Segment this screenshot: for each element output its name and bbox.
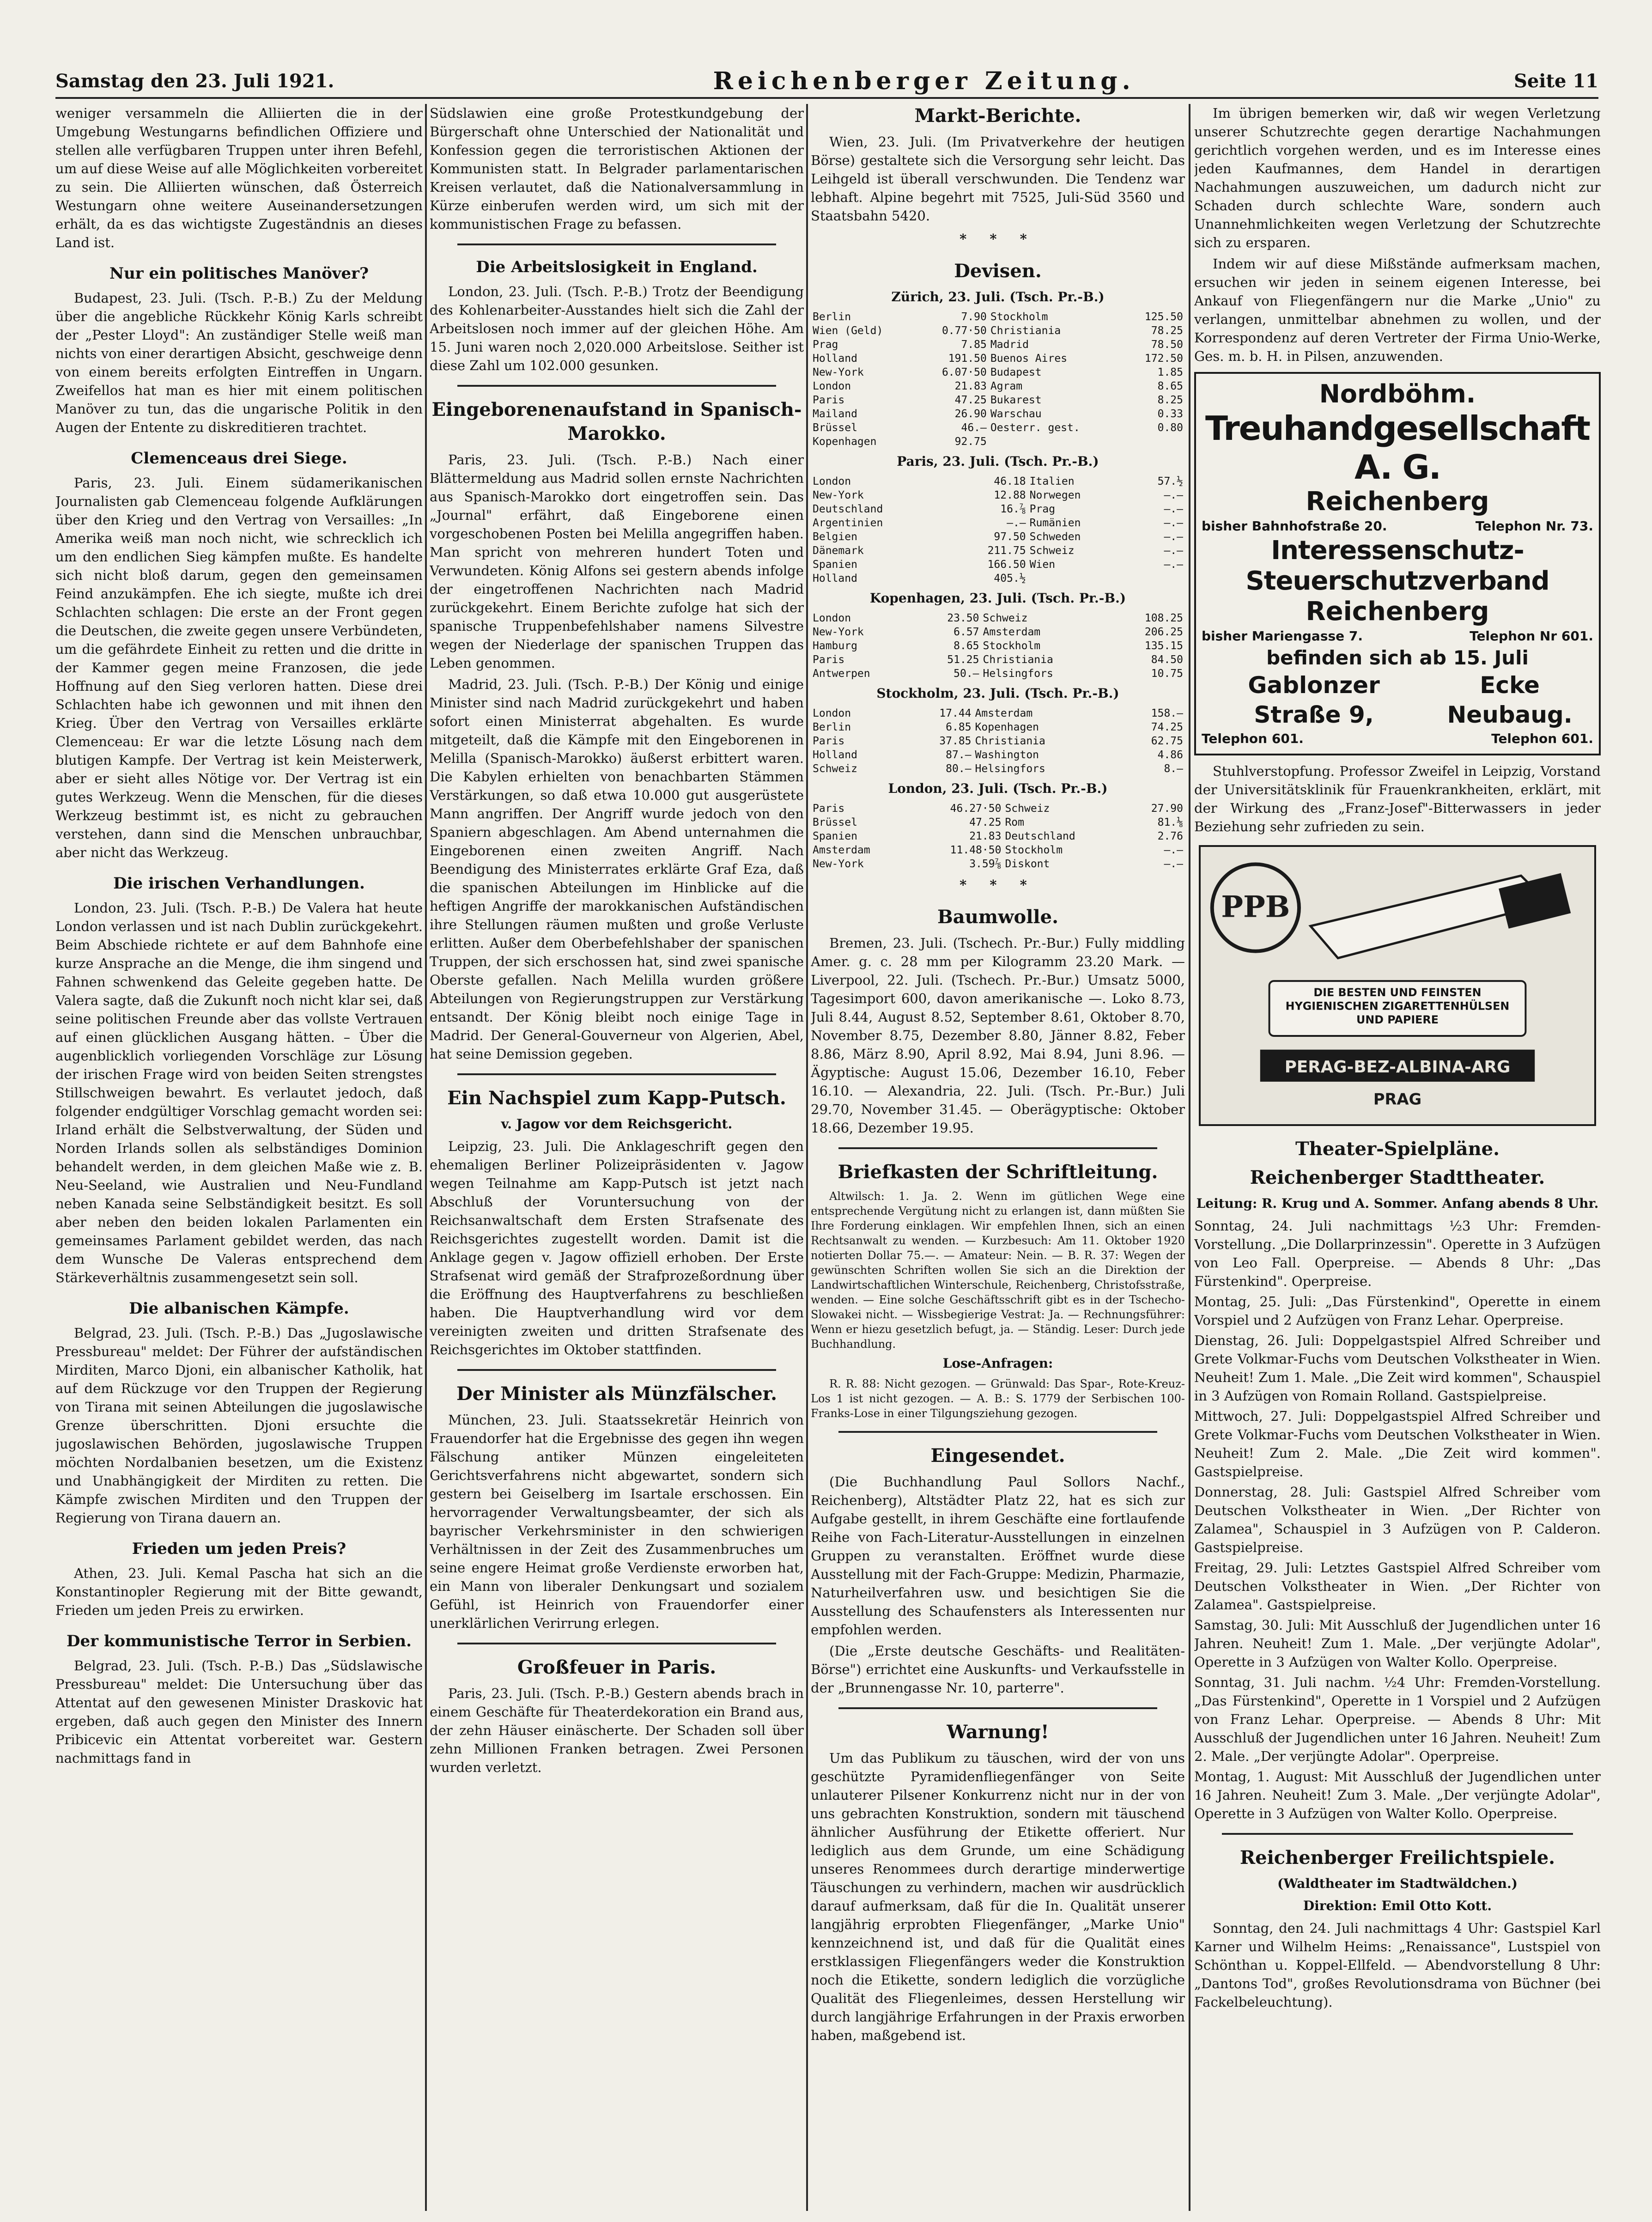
rate-row: [811, 488, 1185, 502]
rate-value: 50.–: [954, 668, 979, 680]
rate-value: 405.½: [994, 572, 1026, 584]
rate-value: –.–: [1164, 531, 1183, 543]
rate-row: [811, 324, 1185, 338]
rate-row: [811, 475, 1185, 488]
rate-place: Schweden: [1029, 531, 1081, 543]
rate-place: Amsterdam: [975, 707, 1033, 719]
article-body: London, 23. Juli. (Tsch. P.-B.) Trotz der Beendigung des Kohlenarbeiter-Ausstandes hielt sich die Zahl der Arbeitslosen noch immer auf der gleichen Höhe. Am 15. Juni waren noch 2,020.000 Arbeitslose. Seither ist diese Zahl um 102.000 gesunken.: [430, 284, 804, 373]
rate-place: Spanien: [813, 559, 857, 571]
rate-value: 27.90: [1151, 803, 1183, 815]
rate-value: 7.85: [961, 339, 987, 351]
rate-row: [811, 639, 1185, 653]
rate-value: –.–: [1164, 858, 1183, 870]
ad-corner: Ecke Neubaug.: [1447, 672, 1573, 728]
program-entry: Dienstag, 26. Juli: Doppelgastspiel Alfred Schreiber und Grete Volkmar-Fuchs vom Deutschen Volkstheater in Wien. Neuheit! Zum 1. Male. „Die Zeit wird kommen", Schauspiel in 3 Aufzügen von Romain Rolland. Gastspielpreise.: [1194, 1333, 1601, 1404]
rate-value: 206.25: [1144, 626, 1183, 638]
rate-value: 6.07·50: [941, 366, 987, 378]
rate-row: [811, 310, 1185, 324]
rates-heading: Paris, 23. Juli. (Tsch. Pr.-B.): [897, 454, 1099, 469]
rate-place: Stockholm: [1005, 844, 1063, 856]
rate-row: [811, 802, 1185, 816]
theater-management: Leitung: R. Krug und A. Sommer. Anfang abends 8 Uhr.: [1196, 1196, 1599, 1211]
lose-heading: Lose-Anfragen:: [942, 1356, 1053, 1371]
rate-row: [811, 667, 1185, 681]
rate-value: 8.25: [1157, 394, 1183, 406]
section-heading: Devisen.: [954, 260, 1042, 282]
rate-row: [811, 530, 1185, 544]
rate-value: 0.80: [1157, 422, 1183, 434]
rate-place: Deutschland: [1005, 830, 1075, 842]
rate-value: 62.75: [1151, 735, 1183, 747]
rate-row: [811, 762, 1185, 776]
rate-row: [811, 544, 1185, 558]
rate-value: 81.⅛: [1157, 816, 1183, 828]
article-body: Paris, 23. Juli. (Tsch. P.-B.) Gestern abends brach in einem Geschäfte für Theaterdekoration ein Brand aus, der zehn Häuser einäscherte. Der Schaden soll über zehn Millionen Franken betragen. Zwei Personen wurden verletzt.: [430, 1686, 804, 1775]
rate-value: 158.–: [1151, 707, 1183, 719]
rate-place: London: [813, 707, 851, 719]
section-divider: [1222, 1833, 1573, 1835]
ad-brand: PERAG-BEZ-ALBINA-ARG: [1284, 1058, 1511, 1077]
rate-place: Brüssel: [813, 422, 857, 434]
rate-place: Holland: [813, 353, 857, 365]
rate-value: [1124, 435, 1185, 449]
rate-place: Holland: [813, 749, 857, 761]
article-body: Madrid, 23. Juli. (Tsch. P.-B.) Der König und einige Minister sind nach Madrid zurückgekehrt und haben sofort einen Ministerrat abgehalten. Es wurde mitgeteilt, daß die Kämpfe mit den Eingeborenen in Melilla (Spanisch-Marokko) äußerst erbittert waren. Die Kabylen erhielten von benachbarten Stämmen Verstärkungen, so daß etwa 10.000 gut ausgerüstete Mann angriffen. Der Angriff wurde jedoch von den Spaniern abgeschlagen. Am Abend unternahmen die Eingeborenen einen zweiten Angriff. Nach Beendigung des Ministerrates erklärte Graf Eza, daß die spanischen Abteilungen im Hinblicke auf die heftigen Angriffe der marokkanischen Aufständischen ihre Stellungen räumen mußten und große Verluste erlitten. Außer dem Oberbefehlshaber der spanischen Truppen, der sich erschossen hat, sind zwei spanische Oberste gefallen. Nach Melilla wurden größere Abteilungen von Regierungstruppen zur Verstärkung entsandt. Der König bleibt noch einige Tage in Madrid. Der General-Gouverneur von Algerien, Abel, hat seine Demission gegeben.: [430, 676, 804, 1062]
warning-text: Um das Publikum zu täuschen, wird der von uns geschützte Pyramidenfliegenfänger von Seite unlauterer Pilsener Konkurrenz nicht nur in der von uns gebrachten Konstruktion, sondern mit täuschend ähnlicher Ausführung der Etikette offeriert. Nur lediglich aus dem Grunde, um eine Schädigung unseres Renommees durch derartige minderwertige Täuschungen zu verhindern, machen wir ausdrücklich darauf aufmerksam, daß für die In. Qualität unserer langjährig erprobten Fliegenfänger, „Marke Unio" kennzeichnend ist, und daß für die Qualität eines erstklassigen Fliegenfängers weder die Konstruktion noch die Etikette, sondern lediglich die vorzügliche Qualität des Fliegenleimes, dessen Herstellung wir durch langjährige Erfahrungen in der Praxis erworben haben, maßgebend ist.: [811, 1750, 1185, 2043]
article-heading: Ein Nachspiel zum Kapp-Putsch.: [447, 1087, 786, 1109]
rate-row: [811, 435, 1185, 449]
rate-place: Hamburg: [813, 640, 857, 652]
warning-continuation: Im übrigen bemerken wir, daß wir wegen Verletzung unserer Schutzrechte gegen derartige Nachahmungen gerichtlich vorgehen werden, und es im Interesse eines jeden Kaufmannes, dem Handel in derartigen Nachahmungen auszuweichen, um dadurch nicht zur Schaden durch schlechte Ware, sondern auch Unannehmlichkeiten wegen Verletzung der Schutzrechte sich zu ersparen.: [1194, 105, 1601, 250]
rate-place: Norwegen: [1029, 489, 1081, 501]
rate-value: 26.90: [954, 408, 987, 420]
section-divider: [457, 1643, 776, 1644]
program-entry: Sonntag, 31. Juli nachm. ½4 Uhr: Fremden-Vorstellung. „Das Fürstenkind", Operette in 1 Vorspiel und 2 Aufzügen von Franz Lehar. Operpreise. — Abends 8 Uhr: Mit Ausschluß der Jugendlichen unter 16 Jahren. Neuheit! Zum 2. Male. „Der verjüngte Adolar". Operpreise.: [1194, 1674, 1601, 1764]
rate-value: 80.–: [946, 763, 972, 775]
page-number: Seite 11: [1513, 70, 1598, 92]
program-entry: Freitag, 29. Juli: Letztes Gastspiel Alfred Schreiber vom Deutschen Volkstheater in Wien. „Der Richter von Zalamea". Gastspielpreise.: [1194, 1560, 1601, 1613]
rate-row: [811, 748, 1185, 762]
article-heading: Nur ein politisches Manöver?: [109, 264, 369, 283]
rate-place: Christiania: [983, 654, 1053, 666]
article-body: Belgrad, 23. Juli. (Tsch. P.-B.) Das „Jugoslawische Pressbureau" meldet: Der Führer der aufständischen Mirditen, Marco Djoni, ein albanischer Katholik, hat auf dem Rückzuge vor den Truppen der Regierung von Tirana mit seinen Abteilungen die jugoslawische Grenze überschritten. Djoni ersuchte die jugoslawischen Behörden, jugoslawische Truppen möchten Nordalbanien besetzen, um die Existenz und Unabhängigkeit der Mirditen zu retten. Die Kämpfe zwischen Mirditen und den Truppen der Regierung von Tirana dauern an.: [55, 1325, 423, 1526]
rate-place: Schweiz: [983, 612, 1028, 624]
rate-row: [811, 625, 1185, 639]
section-divider: [457, 385, 776, 387]
rate-row: [811, 572, 1185, 585]
rate-value: –.–: [1164, 559, 1183, 571]
theater-name: Reichenberger Stadttheater.: [1250, 1167, 1545, 1188]
rate-value: 11.48·50: [950, 844, 1002, 856]
rate-row: [811, 379, 1185, 393]
ad-banner-text: DIE BESTEN UND FEINSTEN HYGIENISCHEN ZIGARETTENHÜLSEN UND PAPIERE: [1285, 986, 1510, 1027]
ad-address-left: bisher Mariengasse 7.: [1202, 628, 1363, 644]
rate-row: [811, 407, 1185, 421]
separator-stars: * * *: [960, 877, 1036, 893]
rate-place: Buenos Aires: [990, 353, 1068, 365]
rate-row: [811, 734, 1185, 748]
rate-row: [811, 352, 1185, 365]
rate-row: [811, 843, 1185, 857]
advertisement-treuhand: [1194, 372, 1601, 755]
rates-heading: Stockholm, 23. Juli. (Tsch. Pr.-B.): [876, 686, 1119, 701]
rate-row: [811, 393, 1185, 407]
rate-place: Amsterdam: [813, 844, 870, 856]
rate-place: Paris: [813, 803, 845, 815]
rate-value: 78.50: [1151, 339, 1183, 351]
section-heading: Markt-Berichte.: [914, 105, 1081, 127]
rate-place: Spanien: [813, 830, 857, 842]
rate-value: 57.½: [1157, 475, 1183, 487]
rate-value: 108.25: [1144, 612, 1183, 624]
article-heading: Frieden um jeden Preis?: [132, 1540, 346, 1558]
rates-table-kopenhagen: [811, 611, 1185, 681]
rate-place: Budapest: [990, 366, 1042, 378]
rate-value: 87.–: [946, 749, 972, 761]
rate-value: 84.50: [1151, 654, 1183, 666]
rate-row: [811, 516, 1185, 530]
rate-place: Deutschland: [813, 503, 883, 515]
submitted-text: (Die Buchhandlung Paul Sollors Nachf., Reichenberg), Altstädter Platz 22, hat es sich zur Aufgabe gestellt, in ihrem Geschäfte eine fortlaufende Reihe von Fach-Literatur-Ausstellungen in einzelnen Gruppen zu veranstalten. Eröffnet wurde diese Ausstellung mit der Fach-Gruppe: Medizin, Pharmazie, Naturheilverfahren usw. und besichtigen Sie die Ausstellung des Schaufensters als Interessenten nur empfohlen werden.: [811, 1474, 1185, 1638]
rate-value: 8.65: [1157, 380, 1183, 392]
rate-value: 23.50: [947, 612, 979, 624]
article-continuation: weniger versammeln die Alliierten die in der Umgebung Westungarns befindlichen Offiziere und stellen alle verfügbaren Truppen unter ihren Befehl, um auf diese Weise auf alle Möglichkeiten vorbereitet zu sein. Die Alliierten wünschen, daß Österreich Westungarn ohne weitere Auseinandersetzungen erhält, da es das wichtigste Zugeständnis an dieses Land ist.: [55, 105, 423, 250]
rate-place: Schweiz: [1005, 803, 1050, 815]
ad-street: Gablonzer Straße 9,: [1248, 672, 1380, 728]
rate-value: 2.76: [1157, 830, 1183, 842]
rates-table-zurich: [811, 310, 1185, 449]
rate-place: Berlin: [813, 311, 851, 323]
rate-value: [1130, 572, 1185, 585]
article-body: Paris, 23. Juli. Einem südamerikanischen Journalisten gab Clemenceau folgende Aufklärungen über den Krieg und den Vertrag von Versailles: „In Amerika weiß man noch nicht, wie schrecklich ich um den endlichen Sieg kämpfen mußte. Es handelte sich nicht bloß darum, gegen den gemeinsamen Feind anzukämpfen. Ehe ich siegte, mußte ich drei Schlachten schlagen: Die erste an der Front gegen die Deutschen, die zweite gegen unsere Verbündeten, um die gefährdete Einheit zu retten und die dritte in der Kammer gegen meine Franzosen, die jede Hoffnung auf den Sieg verloren hatten. Diese drei Schlachten habe ich gewonnen und mit ihnen den Krieg. Über den Vertrag von Versailles erklärte Clemenceau: Er war die letzte Lösung nach dem blutigen Kampfe. Der Vertrag ist kein Meisterwerk, aber er sieht alles Nötige vor. Der Vertrag ist ein gutes Werkzeug. Wenn die Menschen, für die dieses Werkzeug bestimmt ist, es nicht zu gebrauchen verstehen, dann sind die Menschen unbrauchbar, aber nicht das Werkzeug.: [55, 475, 423, 860]
section-divider: [838, 1707, 1157, 1709]
rate-place: Helsingfors: [983, 668, 1053, 680]
rate-place: Berlin: [813, 721, 851, 733]
rate-value: 92.75: [954, 436, 987, 448]
rate-place: New-York: [813, 366, 864, 378]
rate-value: 4.86: [1157, 749, 1183, 761]
rate-value: 97.50: [994, 531, 1026, 543]
theater-program: [1194, 1217, 1601, 1823]
program-entry: Sonntag, 24. Juli nachmittags ½3 Uhr: Fremden-Vorstellung. „Die Dollarprinzessin". Operette in 3 Aufzügen von Leo Fall. Operpreise. — Abends 8 Uhr: „Das Fürstenkind". Operpreise.: [1194, 1218, 1601, 1289]
rate-value: 16.⅞: [1000, 503, 1026, 515]
rate-value: 21.83: [954, 380, 987, 392]
column-1: [55, 104, 423, 2220]
rate-place: Kopenhagen: [813, 436, 877, 448]
rate-place: Stockholm: [990, 311, 1048, 323]
rate-value: 37.85: [939, 735, 972, 747]
rate-value: 51.25: [947, 654, 979, 666]
section-heading: Briefkasten der Schriftleitung.: [838, 1161, 1158, 1183]
letters-text: Altwilsch: 1. Ja. 2. Wenn im gütlichen Wege eine entsprechende Vergütung nicht zu erlangen ist, dann müßten Sie Ihre Forderung einklagen. Wir empfehlen Ihnen, sich an einen Rechtsanwalt zu wenden. — Kurzbesuch: Am 11. Oktober 1920 notierten Dollar 75.—. — Amateur: Nein. — B. R. 37: Wegen der gewünschten Schriften wollen Sie sich an die Direktion der Landwirtschaftlichen Winterschule, Reichenberg, Christofsstraße, wenden. — Eine solche Geschäftsschrift gibt es in der Tschecho-Slowakei nicht. — Wissbegierige Vestrat: Ja. — Rechnungsführer: Wenn er hiezu gesetzlich befugt, ja. — Ständig. Leser: Durch jede Buchhandlung.: [811, 1190, 1185, 1351]
rate-value: 211.75: [987, 545, 1026, 557]
rate-row: [811, 365, 1185, 379]
article-body: Budapest, 23. Juli. (Tsch. P.-B.) Zu der Meldung über die angebliche Rückkehr König Karls schreibt der „Pester Lloyd": An zuständiger Stelle weiß man nichts von einer derartigen Absicht, geschweige denn von einem bereits erfolgten Eintreffen in Ungarn. Zweifellos hat man es hier mit einem politischen Manöver zu tun, das die ungarische Politik in den Augen der Entente zu diskreditieren trachtet.: [55, 290, 423, 435]
rate-row: [811, 653, 1185, 667]
rate-value: –.–: [1007, 517, 1026, 529]
rate-place: Prag: [813, 339, 838, 351]
article-heading: Der Minister als Münzfälscher.: [456, 1383, 777, 1405]
rates-heading: Zürich, 23. Juli. (Tsch. Pr.-B.): [891, 289, 1105, 304]
rate-place: Amsterdam: [983, 626, 1041, 638]
rate-row: [811, 720, 1185, 734]
rate-value: 8.65: [954, 640, 979, 652]
rate-place: New-York: [813, 858, 864, 870]
rate-value: –.–: [1164, 844, 1183, 856]
rates-table-london: [811, 802, 1185, 871]
rate-value: 46.18: [994, 475, 1026, 487]
rate-value: 135.15: [1144, 640, 1183, 652]
rate-value: 166.50: [987, 559, 1026, 571]
rate-row: [811, 421, 1185, 435]
rate-place: Argentinien: [813, 517, 883, 529]
ad-text-bitterwasser: Stuhlverstopfung. Professor Zweifel in Leipzig, Vorstand der Universitätsklinik für Frauenkrankheiten, erklärt, mit der Wirkung des „Franz-Josef"-Bitterwassers in jeder Beziehung sehr zufrieden zu sein.: [1194, 763, 1601, 834]
rate-row: [811, 816, 1185, 829]
section-heading: Theater-Spielpläne.: [1295, 1138, 1500, 1160]
rate-place: Wien: [1029, 559, 1056, 571]
rate-value: 46.–: [961, 422, 987, 434]
article-body: München, 23. Juli. Staatssekretär Heinrich von Frauendorfer hat die Ergebnisse des gegen ihn wegen Fälschung antiker Münzen eingeleiteten Gerichtsverfahrens nicht abgewartet, sondern sich gestern bei Geiselberg im Isartale erschossen. Ein hervorragender Verwaltungsbeamter, der sich als bayrischer Verkehrsminister in den schwierigen Verhältnissen in der Zeit des Zusammenbruches um seine engere Heimat große Verdienste erworben hat, ein Mann von liberaler Denkungsart und sozialem Gefühl, ist Heinrich von Frauendorfer einer unerklärlichen Verirrung erlegen.: [430, 1412, 804, 1631]
lose-text: R. R. 88: Nicht gezogen. — Grünwald: Das Spar-, Rote-Kreuz-Los 1 ist nicht gezogen. — A. B.: S. 1779 der Serbischen 100-Franks-Lose in einer Tilgungsziehung gezogen.: [811, 1377, 1185, 1420]
article-heading: Clemenceaus drei Siege.: [131, 449, 347, 468]
rate-row: [811, 611, 1185, 625]
ad-line: Interessenschutz-Steuerschutzverband: [1245, 536, 1549, 596]
section-divider: [457, 1369, 776, 1371]
rate-place: Schweiz: [813, 763, 857, 775]
rates-table-stockholm: [811, 706, 1185, 776]
rate-value: 191.50: [948, 353, 987, 365]
theater-open-air-program: Sonntag, den 24. Juli nachmittags 4 Uhr: Gastspiel Karl Karner und Wilhelm Heims: „Renaissance", Lustspiel von Schönthan u. Koppel-Ellfeld. — Abendvorstellung 8 Uhr: „Dantons Tod", großes Revolutionsdrama von Büchner (bei Fackelbeleuchtung).: [1194, 1920, 1601, 2010]
program-entry: Donnerstag, 28. Juli: Gastspiel Alfred Schreiber vom Deutschen Volkstheater in Wien. „Der Richter von Zalamea", Schauspiel in 3 Aufzügen von P. Calderon. Gastspielpreise.: [1194, 1484, 1601, 1555]
rate-value: 78.25: [1151, 325, 1183, 337]
article-heading: Eingeborenenaufstand in Spanisch-Marokko.: [431, 399, 802, 444]
article-body: London, 23. Juli. (Tsch. P.-B.) De Valera hat heute London verlassen und ist nach Dublin zurückgekehrt. Beim Abschiede richtete er auf dem Bahnhofe eine kurze Ansprache an die Menge, die ihm singend und Fahnen schwenkend das Geleite gegeben hatte. De Valera sagte, daß die Zukunft noch nicht klar sei, daß seine politischen Freunde aber das vollste Vertrauen auf einen glücklichen Ausgang hätten. – Über die augenblicklich vorliegenden Vorschläge zur Lösung der irischen Frage wird von beiden Seiten strengstes Stillschweigen bewahrt. Es verlautet jedoch, daß folgender endgültiger Vorschlag gemacht worden sei: Irland erhält die Selbstverwaltung, der Süden und Norden Irlands sollen als selbständiges Dominion behandelt werden, in dem gleichen Maße wie z. B. Neu-Seeland, wie Australien und Neu-Fundland neben Kanada seine Selbständigkeit besitzt. Es soll aber neben den beiden lokalen Parlamenten ein gemeinsames Parlament gebildet werden, das nach dem Wunsche De Valeras entsprechend dem Stärkeverhältnis zusammengesetzt sein soll.: [55, 900, 423, 1285]
ad-tel-right: Telephon 601.: [1491, 731, 1593, 746]
article-body: Athen, 23. Juli. Kemal Pascha hat sich an die Konstantinopler Regierung mit der Bitte gewandt, Frieden um jeden Preis zu erwirken.: [55, 1565, 423, 1618]
article-body: Leipzig, 23. Juli. Die Anklageschrift gegen den ehemaligen Berliner Polizeipräsidenten v. Jagow wegen Teilnahme am Kapp-Putsch ist jetzt nach Abschluß der Voruntersuchung von der Reichsanwaltschaft dem Ersten Strafsenate des Reichsgerichtes zugestellt worden. Damit ist die Anklage gegen v. Jagow offiziell erhoben. Der Erste Strafsenat wird gemäß der Strafprozeßordnung über die Eröffnung des Hauptverfahrens zu beschließen haben. Die Hauptverhandlung wird vor dem vereinigten zweiten und dritten Strafsenate des Reichsgerichtes im Oktober stattfinden.: [430, 1138, 804, 1358]
rate-row: [811, 338, 1185, 352]
ad-logo: PPB: [1221, 889, 1290, 924]
rate-value: 3.59⅞: [969, 858, 1002, 870]
rates-heading: Kopenhagen, 23. Juli. (Tsch. Pr.-B.): [869, 591, 1126, 606]
ad-new-address: [1202, 670, 1593, 730]
rate-place: Paris: [813, 394, 845, 406]
article-heading: Die irischen Verhandlungen.: [113, 874, 365, 893]
ad-telephone: [1202, 730, 1593, 748]
ad-line: Treuhandgesellschaft A. G.: [1205, 409, 1590, 487]
rate-value: –.–: [1164, 517, 1183, 529]
rate-place: Paris: [813, 654, 845, 666]
column-2: [430, 104, 804, 2220]
rate-place: Kopenhagen: [975, 721, 1039, 733]
section-heading: Warnung!: [947, 1721, 1049, 1743]
rate-place: Mailand: [813, 408, 857, 420]
ad-line: Nordböhm.: [1319, 379, 1476, 408]
rate-place: Christiania: [990, 325, 1061, 337]
rate-value: –.–: [1164, 489, 1183, 501]
section-divider: [457, 244, 776, 245]
rate-value: 172.50: [1144, 353, 1183, 365]
rate-value: 0.77·50: [941, 325, 987, 337]
ad-address-left: bisher Bahnhofstraße 20.: [1202, 518, 1387, 534]
rate-value: –.–: [1164, 503, 1183, 515]
rate-place: Agram: [990, 380, 1023, 392]
rate-row: [811, 706, 1185, 720]
rate-value: 8.–: [1164, 763, 1183, 775]
ad-address: [1202, 627, 1593, 645]
rate-place: Rumänien: [1029, 517, 1081, 529]
rate-value: 47.25: [954, 394, 987, 406]
rate-place: Antwerpen: [813, 668, 870, 680]
rate-value: 10.75: [1151, 668, 1183, 680]
rate-place: Holland: [813, 572, 857, 584]
rate-place: Helsingfors: [975, 763, 1045, 775]
theater-location: (Waldtheater im Stadtwäldchen.): [1277, 1876, 1518, 1891]
rate-place: Italien: [1029, 475, 1075, 487]
separator-stars: * * *: [960, 231, 1036, 247]
ad-address: [1202, 517, 1593, 536]
rate-value: 6.57: [954, 626, 979, 638]
article-continuation: Südslawien eine große Protestkundgebung der Bürgerschaft ohne Unterschied der Nationalität und Konfession gegen die terroristischen Aktionen der Kommunisten statt. In Belgrader parlamentarischen Kreisen verlautet, daß die Nationalversammlung in Kürze einberufen werden wird, um sich mit der kommunistischen Frage zu befassen.: [430, 105, 804, 232]
article-heading: Die albanischen Kämpfe.: [129, 1299, 349, 1318]
ad-line: Reichenberg: [1306, 487, 1489, 517]
rate-row: [811, 502, 1185, 516]
market-report: Wien, 23. Juli. (Im Privatverkehre der heutigen Börse) gestaltete sich die Versorgung sehr leicht. Das Leihgeld ist überall verschwunden. Die Tendenz war lebhaft. Alpine begehrt mit 7525, Juli-Süd 3560 und Staatsbahn 5420.: [811, 134, 1185, 224]
rate-place: Warschau: [990, 408, 1042, 420]
rate-place: London: [813, 475, 851, 487]
ad-tel-left: Telephon 601.: [1202, 731, 1304, 746]
rate-place: Washington: [975, 749, 1039, 761]
ad-illustration: [1201, 847, 1594, 1124]
program-entry: Mittwoch, 27. Juli: Doppelgastspiel Alfred Schreiber und Grete Volkmar-Fuchs vom Deutschen Volkstheater in Wien. Neuheit! Zum 2. Male. „Die Zeit wird kommen". Gastspielpreise.: [1194, 1408, 1601, 1479]
rate-value: 125.50: [1144, 311, 1183, 323]
column-rule: [1189, 104, 1190, 2211]
column-rule: [806, 104, 808, 2211]
article-body: Belgrad, 23. Juli. (Tsch. P.-B.) Das „Südslawische Pressbureau" meldet: Die Untersuchung über das Attentat auf den gewesenen Minister Draskovic hat ergeben, daß auch gegen den Minister des Innern Pribicevic ein Attentat vorbereitet war. Gestern nachmittags fand in: [55, 1658, 423, 1766]
header-date: Samstag den 23. Juli 1921.: [55, 70, 334, 92]
rates-heading: London, 23. Juli. (Tsch. Pr.-B.): [888, 781, 1108, 796]
theater-name: Reichenberger Freilichtspiele.: [1239, 1847, 1555, 1869]
rate-place: Madrid: [990, 339, 1029, 351]
rate-value: 46.27·50: [950, 803, 1002, 815]
rate-value: 12.88: [994, 489, 1026, 501]
rate-place: Stockholm: [983, 640, 1041, 652]
article-subheading: v. Jagow vor dem Reichsgericht.: [501, 1116, 733, 1132]
rate-place: New-York: [813, 489, 864, 501]
submitted-text: (Die „Erste deutsche Geschäfts- und Realitäten-Börse") errichtet eine Auskunfts- und Verkaufsstelle in der „Brunnengasse Nr. 10, parterre".: [811, 1643, 1185, 1696]
rate-place: Christiania: [975, 735, 1045, 747]
rate-value: 74.25: [1151, 721, 1183, 733]
rate-value: 21.83: [969, 830, 1002, 842]
column-3: [811, 104, 1185, 2220]
rate-place: Schweiz: [1029, 545, 1075, 557]
section-heading: Eingesendet.: [930, 1445, 1065, 1467]
ad-line: Reichenberg: [1306, 597, 1489, 627]
section-divider: [457, 1073, 776, 1075]
rate-value: 47.25: [969, 816, 1002, 828]
masthead: Reichenberger Zeitung.: [713, 67, 1135, 95]
rate-row: [811, 558, 1185, 572]
rate-place: Paris: [813, 735, 845, 747]
article-body: Paris, 23. Juli. (Tsch. P.-B.) Nach einer Blättermeldung aus Madrid sollen ernste Nachrichten aus Spanisch-Marokko dort eingetroffen sein. Das „Journal" erfährt, daß Eingeborene einen vorgeschobenen Posten bei Melilla angegriffen haben. Man spricht von mehreren hundert Toten und Verwundeten. König Alfons sei gestern abends infolge der eingetroffenen Nachrichten nach Madrid zurückgekehrt. Einem Berichte zufolge hat sich der spanische Truppenbefehlshaber namens Silvestre wegen der Niederlage der spanischen Truppen das Leben genommen.: [430, 452, 804, 671]
article-heading: Großfeuer in Paris.: [517, 1656, 717, 1678]
cotton-report: Bremen, 23. Juli. (Tschech. Pr.-Bur.) Fully middling Amer. g. c. 28 mm per Kilogramm 23.20 Mark. — Liverpool, 22. Juli. (Tschech. Pr.-Bur.) Umsatz 5000, Tagesimport 600, davon amerikanische —. Loko 8.73, Juli 8.44, August 8.52, September 8.61, Oktober 8.70, November 8.75, Dezember 8.80, Jänner 8.82, Feber 8.86, März 8.90, April 8.92, Mai 8.94, Juni 8.96. — Ägyptische: August 15.06, Dezember 16.10, Feber 16.10. — Alexandria, 22. Juli. (Tsch. Pr.-Bur.) Juli 29.70, November 31.45. — Oberägyptische: Oktober 18.66, Dezember 19.95.: [811, 935, 1185, 1136]
rate-row: [811, 829, 1185, 843]
rate-value: 1.85: [1157, 366, 1183, 378]
rate-value: 17.44: [939, 707, 972, 719]
rate-place: New-York: [813, 626, 864, 638]
section-heading: Baumwolle.: [937, 906, 1058, 928]
theater-direction: Direktion: Emil Otto Kott.: [1303, 1898, 1492, 1913]
rate-place: London: [813, 380, 851, 392]
rate-value: 6.85: [946, 721, 972, 733]
rate-place: [1028, 572, 1130, 585]
section-divider: [838, 1147, 1157, 1149]
section-divider: [838, 1431, 1157, 1433]
rate-place: Wien (Geld): [813, 325, 883, 337]
warning-continuation: Indem wir auf diese Mißstände aufmerksam machen, ersuchen wir jeden in seinem eigenen Interesse, bei Ankauf von Fliegenfängern nur die Marke „Unio" zu verlangen, unmittelbar abnehmen zu wollen, und der Korrespondenz auf deren Vertreter der Firma Unio-Werke, Ges. m. b. H. in Pilsen, anzuwenden.: [1194, 256, 1601, 364]
advertisement-cigarette-papers: [1199, 845, 1596, 1126]
program-entry: Montag, 25. Juli: „Das Fürstenkind", Operette in einem Vorspiel und 2 Aufzügen von Franz Lehar. Operpreise.: [1194, 1294, 1601, 1328]
program-entry: Samstag, 30. Juli: Mit Ausschluß der Jugendlichen unter 16 Jahren. Neuheit! Zum 1. Male. „Der verjüngte Adolar", Operette in 3 Aufzügen von Walter Kollo. Operpreise.: [1194, 1617, 1601, 1670]
column-4: [1194, 104, 1601, 2220]
rate-place: Bukarest: [990, 394, 1042, 406]
rate-place: Belgien: [813, 531, 857, 543]
rate-place: [989, 435, 1124, 449]
rate-place: Prag: [1029, 503, 1056, 515]
rate-place: London: [813, 612, 851, 624]
ad-line: befinden sich ab 15. Juli: [1266, 646, 1529, 669]
rate-value: 0.33: [1157, 408, 1183, 420]
column-rule: [425, 104, 427, 2211]
ad-city: PRAG: [1373, 1090, 1422, 1108]
rate-place: Dänemark: [813, 545, 864, 557]
rate-value: 7.90: [961, 311, 987, 323]
ad-address-right: Telephon Nr. 73.: [1475, 518, 1593, 534]
page-header: [55, 65, 1598, 99]
rates-table-paris: [811, 475, 1185, 585]
rate-place: Diskont: [1005, 858, 1050, 870]
rate-place: Oesterr. gest.: [990, 422, 1080, 434]
rate-place: Brüssel: [813, 816, 857, 828]
rate-place: Rom: [1005, 816, 1024, 828]
article-heading: Die Arbeitslosigkeit in England.: [476, 258, 758, 276]
ad-address-right: Telephon Nr 601.: [1470, 628, 1593, 644]
article-heading: Der kommunistische Terror in Serbien.: [67, 1632, 412, 1650]
rate-row: [811, 857, 1185, 871]
rate-value: –.–: [1164, 545, 1183, 557]
program-entry: Montag, 1. August: Mit Ausschluß der Jugendlichen unter 16 Jahren. Neuheit! Zum 3. Male. „Der verjüngte Adolar", Operette in 3 Aufzügen von Walter Kollo. Operpreise.: [1194, 1769, 1601, 1821]
